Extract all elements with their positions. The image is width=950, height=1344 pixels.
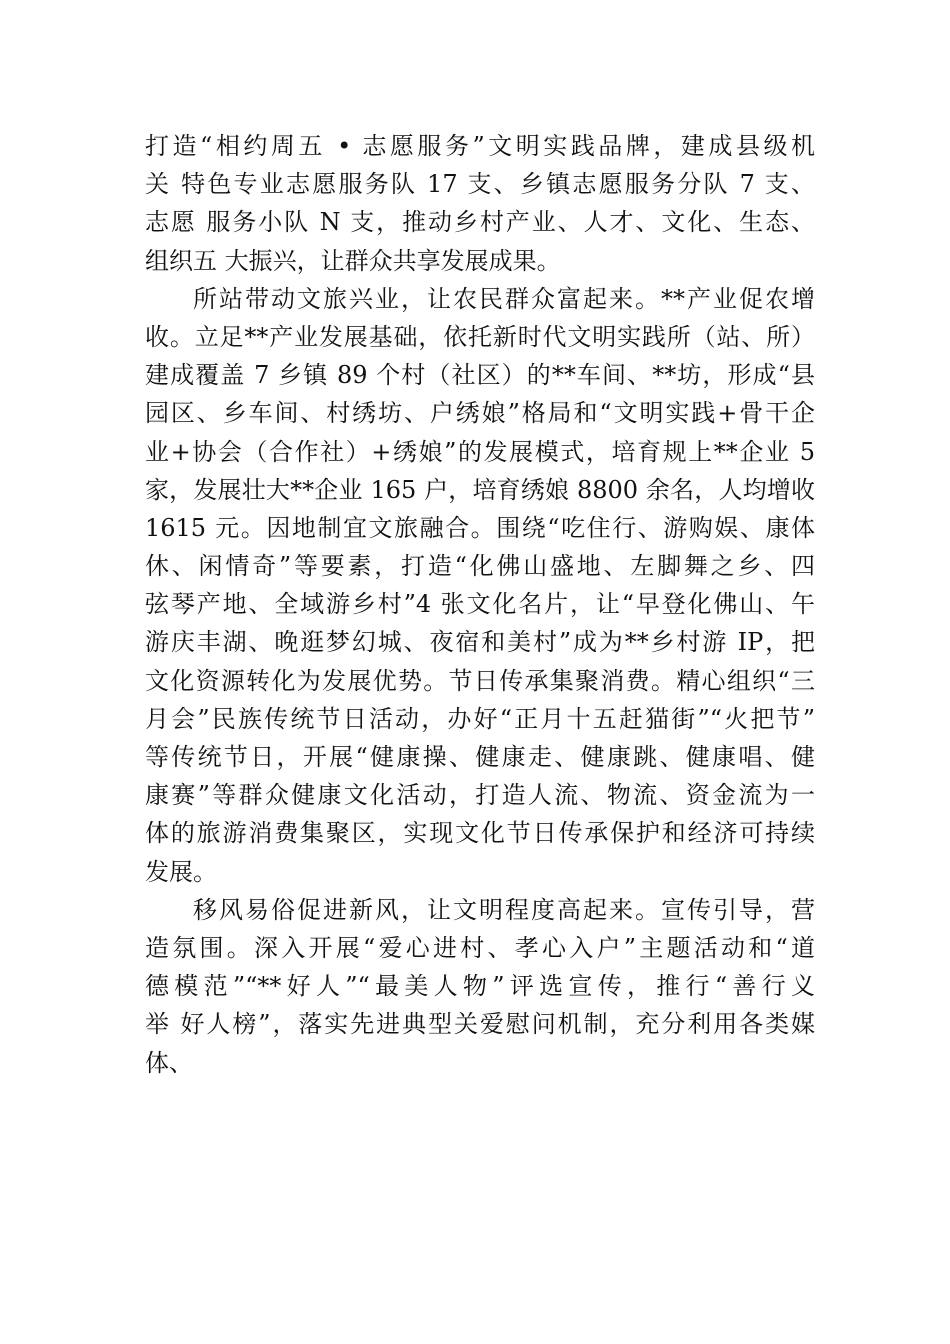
text-line: 家，发展壮大**企业 165 户，培育绣娘 8800 余名，人均增收 <box>145 475 815 504</box>
text-line: 休、闲情奇”等要素，打造“化佛山盛地、左脚舞之乡、四 <box>145 552 815 581</box>
text-line: 文化资源转化为发展优势。节日传承集聚消费。精心组织“三 <box>145 666 815 695</box>
text-line: 举 好人榜”，落实先进典型关爱慰问机制，充分利用各类媒 <box>145 1010 815 1039</box>
text-line: 建成覆盖 7 乡镇 89 个村（社区）的**车间、**坊，形成“县 <box>145 361 815 390</box>
text-line: 收。立足**产业发展基础，依托新时代文明实践所（站、所） <box>145 322 815 351</box>
text-line: 月会”民族传统节日活动，办好“正月十五赶猫街”“火把节” <box>145 704 815 733</box>
text-line: 打造“相约周五 • 志愿服务”文明实践品牌，建成县级机 <box>145 132 815 160</box>
text-line: 游庆丰湖、晚逛梦幻城、夜宿和美村”成为**乡村游 IP，把 <box>145 628 815 657</box>
paragraph-first-line: 移风易俗促进新风，让文明程度高起来。宣传引导，营 <box>193 895 815 924</box>
body-text <box>145 127 815 1082</box>
text-line: 业+协会（合作社）+绣娘”的发展模式，培育规上**企业 5 <box>145 437 815 466</box>
text-line: 关 特色专业志愿服务队 17 支、乡镇志愿服务分队 7 支、 <box>145 170 815 199</box>
text-line: 发展。 <box>145 857 217 886</box>
text-line: 弦琴产地、全域游乡村”4 张文化名片，让“早登化佛山、午 <box>145 590 815 619</box>
text-line: 造氛围。深入开展“爱心进村、孝心入户”主题活动和“道 <box>145 933 815 962</box>
text-line: 等传统节日，开展“健康操、健康走、健康跳、健康唱、健 <box>145 743 815 771</box>
text-line: 志愿 服务小队 N 支，推动乡村产业、人才、文化、生态、 <box>145 208 815 237</box>
text-line: 园区、乡车间、村绣坊、户绣娘”格局和“文明实践+骨干企 <box>145 399 815 428</box>
text-line: 德模范”“**好人”“最美人物”评选宣传，推行“善行义 <box>145 972 815 1001</box>
text-line: 1615 元。因地制宜文旅融合。围绕“吃住行、游购娱、康体 <box>145 513 815 542</box>
text-line: 康赛”等群众健康文化活动，打造人流、物流、资金流为一 <box>145 781 815 810</box>
text-line: 组织五 大振兴，让群众共享发展成果。 <box>145 246 561 275</box>
text-line: 体、 <box>145 1048 193 1077</box>
paragraph-first-line: 所站带动文旅兴业，让农民群众富起来。**产业促农增 <box>193 284 815 313</box>
text-line: 体的旅游消费集聚区，实现文化节日传承保护和经济可持续 <box>145 819 815 848</box>
